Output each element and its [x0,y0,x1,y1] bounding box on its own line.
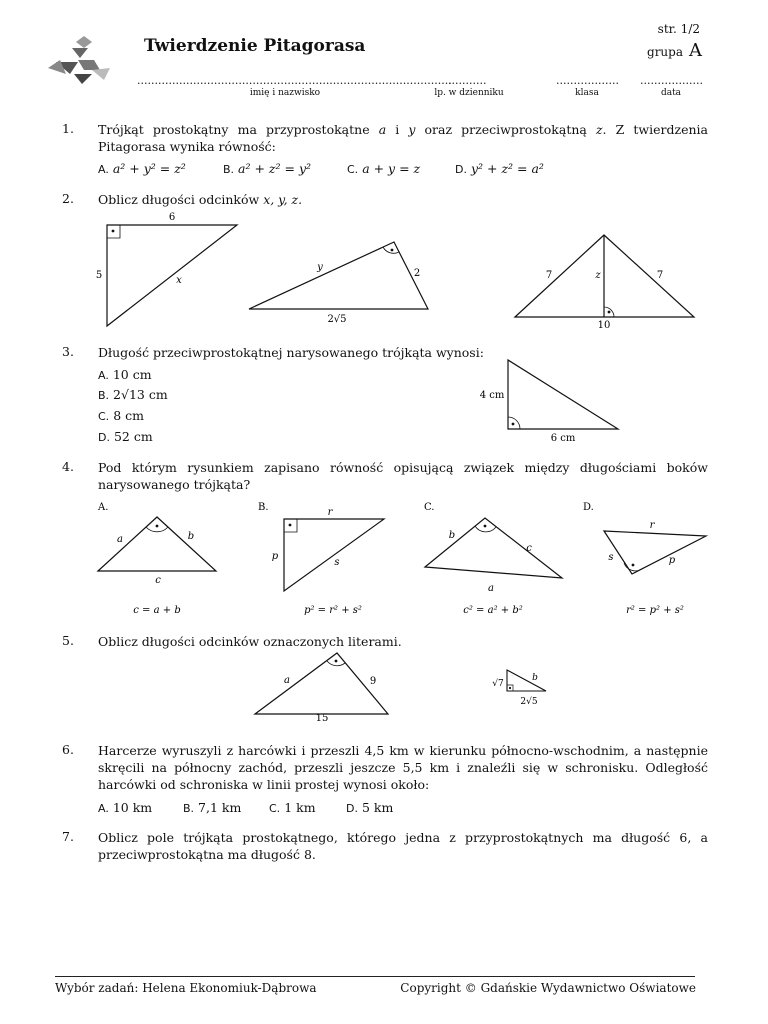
svg-text:a: a [488,583,494,594]
option-b-figure [258,502,384,616]
svg-text:b: b [532,673,538,683]
svg-text:a: a [117,534,123,545]
option-formula: p² = r² + s² [304,605,362,616]
label-mid: z [595,270,601,281]
option-letter: A. [98,502,109,513]
svg-text:9: 9 [369,676,377,687]
option-letter: C. [424,502,435,513]
label-left: 7 [545,270,553,281]
option-letter: B. [258,502,269,513]
page-number: str. 1/2 [657,22,700,36]
label-left: 5 [95,270,103,281]
question-3-figure [470,352,630,444]
label-right: 7 [656,270,664,281]
group-value: A [689,40,702,61]
option-d-figure [583,502,706,616]
group-indicator [647,40,702,61]
answer-option-d[interactable]: D. 5 km [346,800,394,815]
question-text: Długość przeciwprostokątnej narysowanego trójkąta wynosi: [98,345,484,360]
answer-option-a[interactable]: A. a² + y² = z² [98,161,186,176]
footer-author: Wybór zadań: Helena Ekonomiuk-Dąbrowa [55,981,317,995]
triangle-figure-2 [492,670,546,707]
triangle-figure-1 [96,212,237,326]
svg-text:p: p [271,551,279,562]
question-text: Oblicz pole trójkąta prostokątnego, którego jedna z przyprostokątnych ma długość 6, a przeciwprostokątna ma długość 8. [98,830,708,862]
label-base: 2√5 [327,314,347,325]
svg-text:c: c [155,575,161,586]
answer-option-b[interactable]: B. 7,1 km [183,800,242,815]
answer-option-d[interactable]: D. 52 cm [98,429,153,444]
answer-option-c[interactable]: C. 8 cm [98,408,144,423]
question-text: Harcerze wyruszyli z harcówki i przeszli 4,5 km w kierunku północno-wschodnim, a następnie skręcili na północny zachód, przeszli jeszcze 5,5 km i znaleźli się w schronisku. Odległość harcówki od schroniska w linii prostej wynosi około: [98,743,708,792]
answer-option-a[interactable]: A. 10 km [98,800,153,815]
svg-text:b: b [448,530,456,541]
group-label: grupa [647,45,683,59]
svg-text:p: p [668,555,676,566]
answer-option-c[interactable]: C. a + y = z [347,161,421,176]
label-base: 6 cm [550,433,576,444]
label-side: 2 [413,268,421,279]
label-hyp: y [317,262,323,273]
svg-text:r: r [649,520,655,531]
name-field[interactable]: .......................................................................................... [137,74,452,87]
svg-text:2√5: 2√5 [520,697,538,707]
triangle-figure-2 [249,242,428,325]
svg-text:s: s [608,552,614,563]
option-formula: c² = a² + b² [463,605,523,616]
answer-option-a[interactable]: A. 10 cm [98,367,152,382]
question-text: Oblicz długości odcinków x, y, z. [98,192,303,207]
triangle-figure-1 [255,653,388,724]
option-c-figure [424,502,562,616]
question-4-figures [90,496,710,621]
footer-divider [55,976,695,977]
option-formula: r² = p² + s² [626,605,684,616]
question-number: 2. [62,191,74,206]
question-number: 5. [62,633,74,648]
option-letter: D. [583,502,594,513]
date-field-label: data [660,88,682,98]
publisher-logo [48,34,116,86]
question-number: 6. [62,742,74,757]
question-text: Oblicz długości odcinków oznaczonych literami. [98,634,402,649]
label-hyp: x [176,275,182,286]
question-5-figures [240,648,570,726]
class-field-label: klasa [575,88,599,98]
answer-option-b[interactable]: B. a² + z² = y² [223,161,312,176]
journal-number-label: lp. w dzienniku [434,88,504,98]
svg-text:r: r [327,507,333,518]
journal-number-field[interactable]: ........... [448,74,487,87]
label-side: 4 cm [479,390,505,401]
question-number: 4. [62,459,74,474]
option-formula: c = a + b [133,605,181,616]
svg-text:15: 15 [315,713,329,724]
svg-text:a: a [284,675,290,686]
question-number: 7. [62,829,74,844]
question-2-figures [90,208,710,333]
class-field[interactable]: .................. [556,74,619,87]
question-text: Trójkąt prostokątny ma przyprostokątne a i y oraz przeciwprostokątną z. Z twierdzenia Pitagorasa wynika równość: [98,122,708,154]
answer-option-c[interactable]: C. 1 km [269,800,316,815]
question-text: Pod którym rysunkiem zapisano równość opisującą związek między długościami boków narysowanego trójkąta? [98,460,708,492]
answer-option-b[interactable]: B. 2√13 cm [98,387,168,402]
answer-option-d[interactable]: D. y² + z² = a² [455,161,544,176]
date-field[interactable]: .................. [640,74,703,87]
label-top: 6 [168,212,176,223]
worksheet-title: Twierdzenie Pitagorasa [144,36,366,56]
question-number: 3. [62,344,74,359]
svg-text:s: s [334,557,340,568]
svg-text:c: c [526,543,532,554]
svg-text:√7: √7 [492,679,504,689]
footer-copyright: Copyright © Gdańskie Wydawnictwo Oświatowe [400,981,696,995]
question-number: 1. [62,121,74,136]
svg-text:b: b [187,531,195,542]
triangle-figure-3 [515,235,694,331]
label-base: 10 [597,320,611,331]
name-field-label: imię i nazwisko [249,88,321,98]
option-a-figure [97,502,216,616]
